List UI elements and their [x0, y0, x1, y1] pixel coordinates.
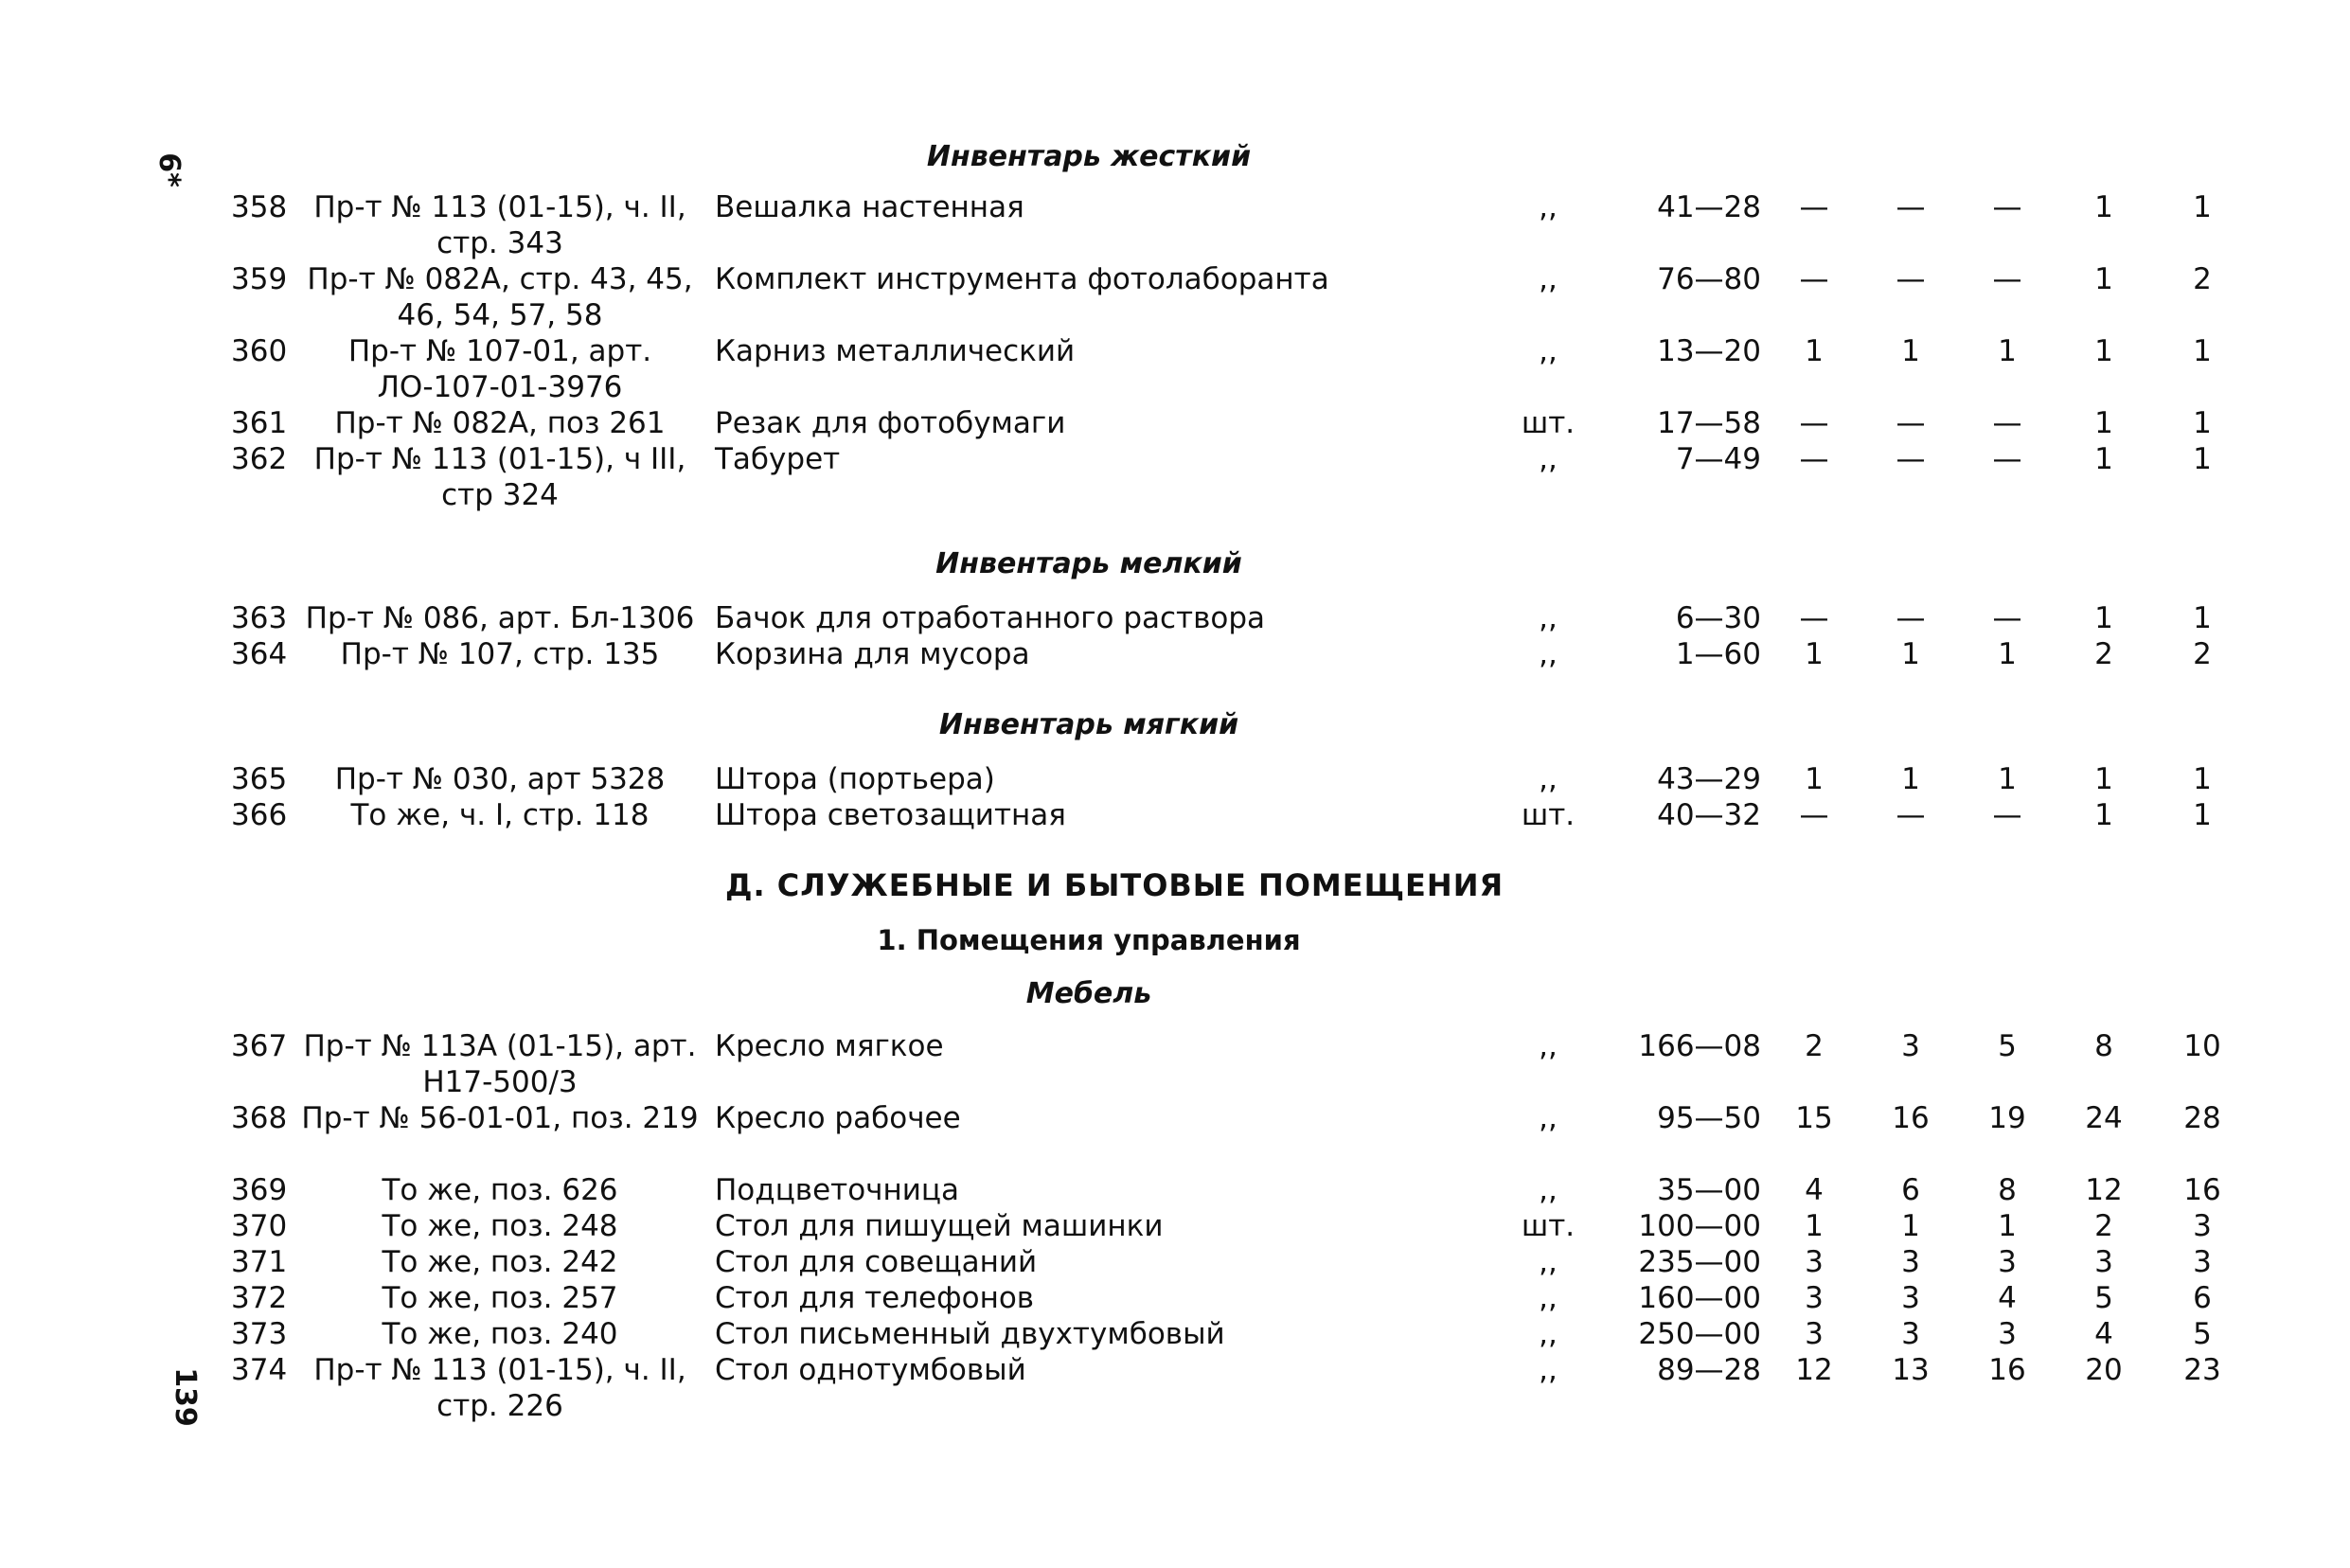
row-source: То же, поз. 242 [382, 1245, 618, 1279]
row-qty-3: 16 [1988, 1353, 2026, 1387]
row-qty-1: 12 [1795, 1353, 1833, 1387]
row-qty-1: — [1799, 601, 1829, 635]
table-row [0, 441, 2350, 517]
row-unit: ,, [1539, 1029, 1558, 1063]
row-price: 95—50 [1657, 1101, 1761, 1135]
row-qty-4: 3 [2094, 1245, 2113, 1279]
row-source: То же, поз. 626 [382, 1173, 618, 1207]
row-qty-5: 2 [2193, 262, 2212, 296]
row-unit: ,, [1539, 637, 1558, 671]
row-number: 370 [231, 1209, 288, 1243]
row-qty-2: 6 [1901, 1173, 1920, 1207]
group-heading-furniture: Мебель [1025, 977, 1152, 1010]
row-qty-2: 3 [1901, 1245, 1920, 1279]
row-qty-5: 1 [2193, 762, 2212, 796]
row-qty-4: 1 [2094, 601, 2113, 635]
row-qty-2: — [1896, 601, 1926, 635]
row-qty-3: — [1992, 442, 2022, 476]
row-name: Стол для совещаний [715, 1245, 1038, 1279]
row-price: 100—00 [1638, 1209, 1761, 1243]
row-name: Подцветочница [715, 1173, 960, 1207]
row-unit: ,, [1539, 190, 1558, 224]
row-number: 373 [231, 1317, 288, 1351]
row-source: Пр-т № 082А, поз 261 [334, 406, 666, 440]
table-row [0, 189, 2350, 265]
row-qty-4: 12 [2085, 1173, 2123, 1207]
row-qty-4: 1 [2094, 798, 2113, 832]
row-number: 368 [231, 1101, 288, 1135]
row-name: Табурет [715, 442, 841, 476]
group-heading-soft-inventory: Инвентарь мягкий [938, 708, 1239, 741]
table-row [0, 261, 2350, 337]
row-qty-3: 1 [1998, 762, 2017, 796]
row-qty-1: — [1799, 798, 1829, 832]
row-qty-2: — [1896, 262, 1926, 296]
table-row [0, 797, 2350, 873]
row-name: Стол письменный двухтумбовый [715, 1317, 1225, 1351]
margin-mark-bottom: 139 [168, 1367, 202, 1427]
row-number: 363 [231, 601, 288, 635]
row-qty-5: 2 [2193, 637, 2212, 671]
row-qty-3: — [1992, 601, 2022, 635]
row-qty-4: 2 [2094, 637, 2113, 671]
table-row [0, 1352, 2350, 1428]
row-qty-1: 1 [1805, 334, 1824, 368]
row-unit: шт. [1521, 406, 1576, 440]
row-source: Пр-т № 107-01, арт. ЛО-107-01-3976 [347, 334, 652, 404]
row-qty-3: 4 [1998, 1281, 2017, 1315]
row-price: 89—28 [1657, 1353, 1761, 1387]
row-qty-2: 3 [1901, 1281, 1920, 1315]
row-number: 359 [231, 262, 288, 296]
row-qty-3: 1 [1998, 1209, 2017, 1243]
row-qty-4: 1 [2094, 262, 2113, 296]
row-number: 366 [231, 798, 288, 832]
row-qty-4: 8 [2094, 1029, 2113, 1063]
row-source: Пр-т № 113А (01-15), арт. Н17-500/3 [303, 1029, 697, 1099]
row-qty-2: 3 [1901, 1317, 1920, 1351]
row-name: Резак для фотобумаги [715, 406, 1066, 440]
row-qty-4: 1 [2094, 406, 2113, 440]
row-price: 76—80 [1657, 262, 1761, 296]
row-number: 361 [231, 406, 288, 440]
row-qty-4: 4 [2094, 1317, 2113, 1351]
row-qty-1: — [1799, 190, 1829, 224]
row-unit: ,, [1539, 1101, 1558, 1135]
row-number: 364 [231, 637, 288, 671]
row-price: 235—00 [1638, 1245, 1761, 1279]
row-source: То же, поз. 240 [382, 1317, 618, 1351]
row-name: Бачок для отработанного раствора [715, 601, 1266, 635]
row-price: 43—29 [1657, 762, 1761, 796]
row-price: 166—08 [1638, 1029, 1761, 1063]
row-qty-3: 1 [1998, 637, 2017, 671]
row-price: 160—00 [1638, 1281, 1761, 1315]
row-qty-3: 8 [1998, 1173, 2017, 1207]
row-unit: ,, [1539, 1245, 1558, 1279]
row-qty-1: 2 [1805, 1029, 1824, 1063]
row-qty-5: 3 [2193, 1245, 2212, 1279]
row-qty-5: 16 [2183, 1173, 2221, 1207]
row-source: Пр-т № 030, арт 5328 [334, 762, 666, 796]
row-qty-2: 1 [1901, 762, 1920, 796]
row-number: 362 [231, 442, 288, 476]
row-unit: ,, [1539, 1317, 1558, 1351]
margin-mark-top: 6* [151, 152, 186, 187]
row-source: Пр-т № 113 (01-15), ч. II, стр. 226 [313, 1353, 686, 1423]
row-qty-1: 3 [1805, 1281, 1824, 1315]
row-source: То же, поз. 248 [382, 1209, 618, 1243]
row-unit: шт. [1521, 1209, 1576, 1243]
row-name: Кресло мягкое [715, 1029, 944, 1063]
row-qty-1: — [1799, 406, 1829, 440]
row-source: Пр-т № 086, арт. Бл-1306 [305, 601, 695, 635]
row-qty-2: 16 [1892, 1101, 1930, 1135]
group-heading-hard-inventory: Инвентарь жесткий [926, 140, 1252, 173]
row-price: 7—49 [1675, 442, 1761, 476]
row-qty-1: 1 [1805, 637, 1824, 671]
table-row [0, 1028, 2350, 1104]
row-qty-3: 1 [1998, 334, 2017, 368]
row-qty-4: 20 [2085, 1353, 2123, 1387]
row-qty-4: 1 [2094, 190, 2113, 224]
row-qty-2: 3 [1901, 1029, 1920, 1063]
row-qty-1: 1 [1805, 1209, 1824, 1243]
row-qty-5: 1 [2193, 798, 2212, 832]
row-qty-1: 15 [1795, 1101, 1833, 1135]
row-name: Корзина для мусора [715, 637, 1030, 671]
row-name: Вешалка настенная [715, 190, 1024, 224]
row-qty-2: 13 [1892, 1353, 1930, 1387]
row-name: Кресло рабочее [715, 1101, 961, 1135]
row-source: Пр-т № 113 (01-15), ч. II, стр. 343 [313, 190, 686, 260]
row-source: Пр-т № 113 (01-15), ч III, стр 324 [313, 442, 686, 512]
row-qty-1: 4 [1805, 1173, 1824, 1207]
section-heading: Д. СЛУЖЕБНЫЕ И БЫТОВЫЕ ПОМЕЩЕНИЯ [725, 867, 1504, 903]
row-qty-4: 1 [2094, 762, 2113, 796]
row-qty-1: 3 [1805, 1245, 1824, 1279]
row-price: 250—00 [1638, 1317, 1761, 1351]
row-price: 41—28 [1657, 190, 1761, 224]
row-qty-5: 5 [2193, 1317, 2212, 1351]
row-qty-2: — [1896, 442, 1926, 476]
row-unit: ,, [1539, 442, 1558, 476]
row-source: То же, поз. 257 [382, 1281, 618, 1315]
row-qty-2: — [1896, 406, 1926, 440]
row-unit: ,, [1539, 1353, 1558, 1387]
row-qty-1: 1 [1805, 762, 1824, 796]
row-source: Пр-т № 56-01-01, поз. 219 [301, 1101, 699, 1135]
row-qty-4: 24 [2085, 1101, 2123, 1135]
row-name: Стол для телефонов [715, 1281, 1035, 1315]
row-qty-5: 1 [2193, 190, 2212, 224]
row-unit: ,, [1539, 601, 1558, 635]
row-name: Карниз металлический [715, 334, 1076, 368]
row-qty-5: 23 [2183, 1353, 2221, 1387]
row-price: 6—30 [1675, 601, 1761, 635]
table-row [0, 636, 2350, 712]
row-number: 365 [231, 762, 288, 796]
row-qty-1: — [1799, 442, 1829, 476]
row-unit: ,, [1539, 262, 1558, 296]
row-name: Штора светозащитная [715, 798, 1066, 832]
row-qty-2: 1 [1901, 334, 1920, 368]
row-number: 360 [231, 334, 288, 368]
row-number: 369 [231, 1173, 288, 1207]
row-qty-1: — [1799, 262, 1829, 296]
row-qty-5: 10 [2183, 1029, 2221, 1063]
row-qty-5: 6 [2193, 1281, 2212, 1315]
row-qty-3: — [1992, 798, 2022, 832]
row-price: 13—20 [1657, 334, 1761, 368]
row-qty-4: 1 [2094, 442, 2113, 476]
row-unit: ,, [1539, 1281, 1558, 1315]
row-unit: шт. [1521, 798, 1576, 832]
row-price: 40—32 [1657, 798, 1761, 832]
subsection-heading: 1. Помещения управления [877, 924, 1301, 956]
row-name: Штора (портьера) [715, 762, 995, 796]
row-price: 17—58 [1657, 406, 1761, 440]
row-qty-5: 28 [2183, 1101, 2221, 1135]
row-qty-3: — [1992, 190, 2022, 224]
table-row [0, 333, 2350, 409]
row-number: 367 [231, 1029, 288, 1063]
row-number: 371 [231, 1245, 288, 1279]
row-number: 358 [231, 190, 288, 224]
row-unit: ,, [1539, 334, 1558, 368]
row-qty-3: 3 [1998, 1245, 2017, 1279]
row-qty-3: 19 [1988, 1101, 2026, 1135]
group-heading-small-inventory: Инвентарь мелкий [935, 547, 1242, 580]
row-number: 374 [231, 1353, 288, 1387]
row-qty-3: — [1992, 262, 2022, 296]
row-name: Комплект инструмента фотолаборанта [715, 262, 1329, 296]
row-qty-2: — [1896, 190, 1926, 224]
row-qty-2: 1 [1901, 1209, 1920, 1243]
row-qty-1: 3 [1805, 1317, 1824, 1351]
row-qty-3: — [1992, 406, 2022, 440]
row-source: Пр-т № 107, стр. 135 [340, 637, 660, 671]
row-unit: ,, [1539, 1173, 1558, 1207]
row-qty-2: — [1896, 798, 1926, 832]
row-qty-2: 1 [1901, 637, 1920, 671]
row-qty-5: 1 [2193, 334, 2212, 368]
row-source: То же, ч. I, стр. 118 [350, 798, 650, 832]
row-qty-4: 5 [2094, 1281, 2113, 1315]
row-qty-4: 1 [2094, 334, 2113, 368]
row-qty-5: 3 [2193, 1209, 2212, 1243]
row-qty-3: 3 [1998, 1317, 2017, 1351]
row-source: Пр-т № 082А, стр. 43, 45, 46, 54, 57, 58 [307, 262, 693, 332]
row-price: 1—60 [1675, 637, 1761, 671]
row-qty-3: 5 [1998, 1029, 2017, 1063]
row-name: Стол однотумбовый [715, 1353, 1026, 1387]
table-row [0, 1100, 2350, 1176]
row-unit: ,, [1539, 762, 1558, 796]
row-qty-4: 2 [2094, 1209, 2113, 1243]
row-number: 372 [231, 1281, 288, 1315]
row-qty-5: 1 [2193, 601, 2212, 635]
row-name: Стол для пишущей машинки [715, 1209, 1164, 1243]
row-qty-5: 1 [2193, 442, 2212, 476]
row-qty-5: 1 [2193, 406, 2212, 440]
row-price: 35—00 [1657, 1173, 1761, 1207]
